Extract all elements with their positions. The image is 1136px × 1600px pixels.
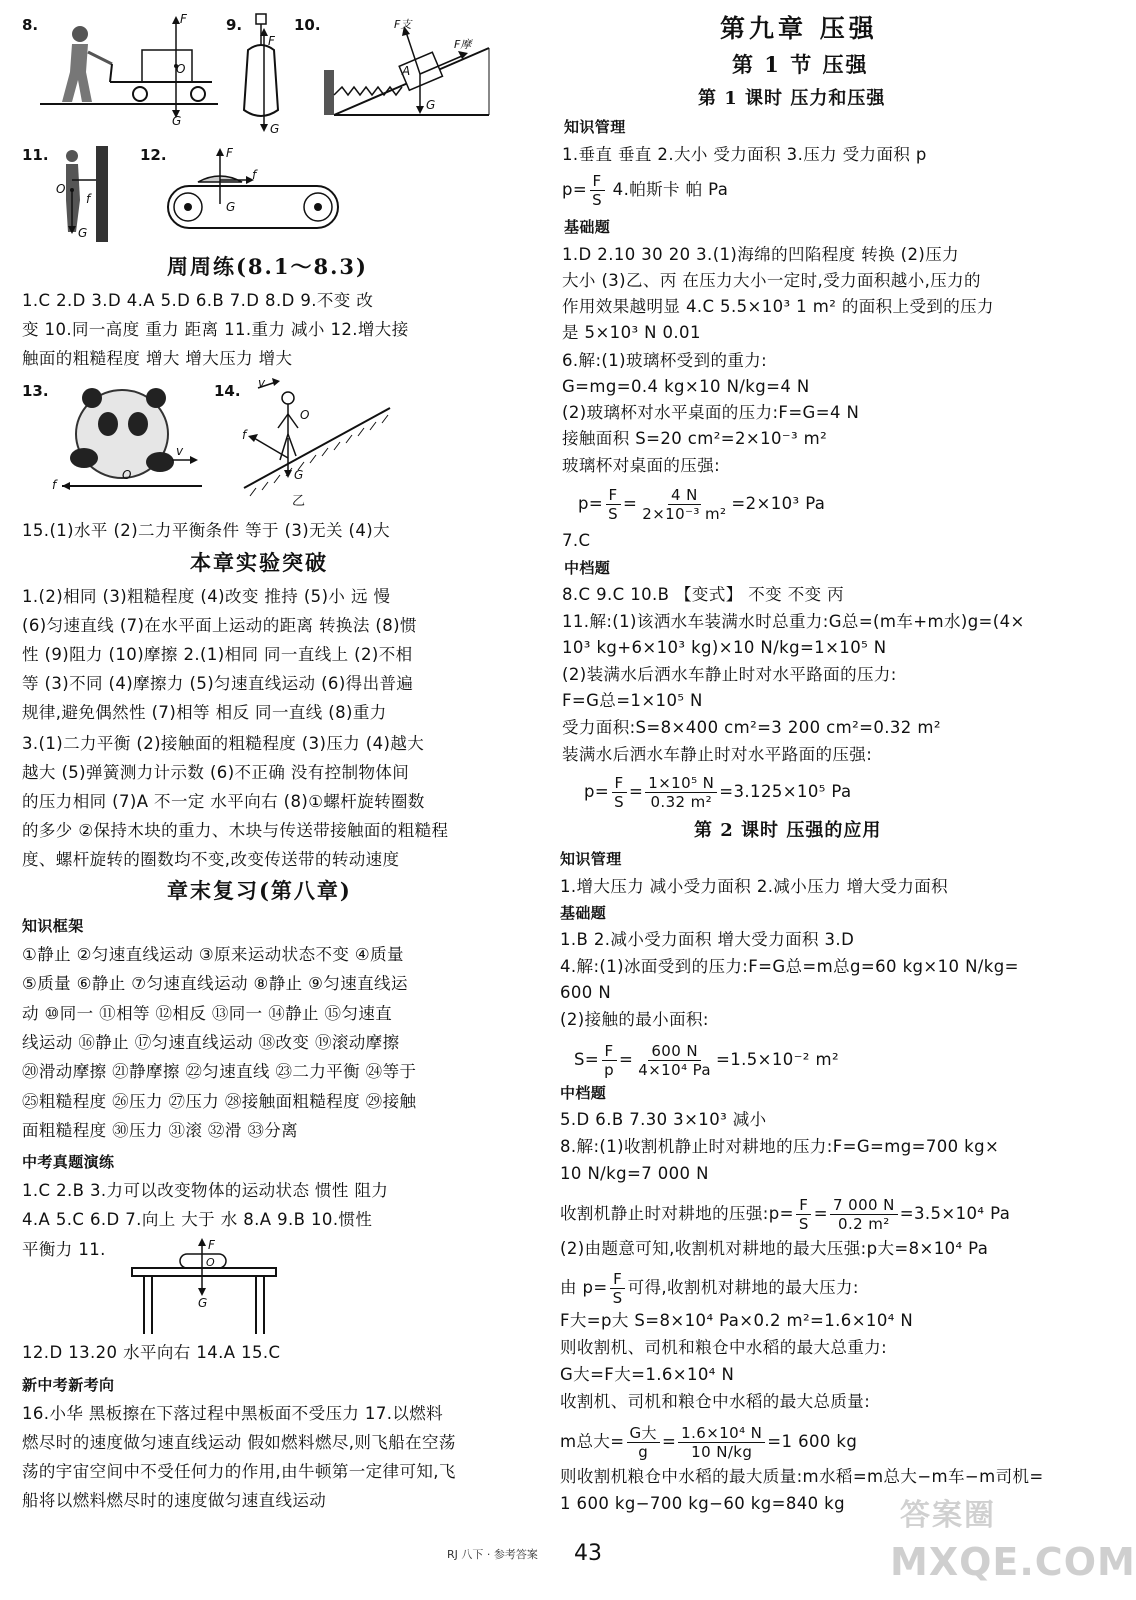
figure-number: 14. bbox=[214, 382, 241, 400]
figure-11b-table bbox=[130, 1240, 280, 1336]
formula-text: p= bbox=[562, 180, 588, 199]
formula-text: =1 600 kg bbox=[767, 1432, 858, 1451]
denominator: p bbox=[604, 1061, 615, 1079]
numerator: 1×10⁵ N bbox=[645, 774, 717, 793]
fraction bbox=[830, 1196, 898, 1233]
answer-line: (2)玻璃杯对水平桌面的压力:F=G=4 N bbox=[562, 403, 860, 422]
answer-line: 是 5×10³ N 0.01 bbox=[562, 323, 701, 342]
answer-line: 1.垂直 垂直 2.大小 受力面积 3.压力 受力面积 p bbox=[562, 145, 927, 164]
figure-number: 13. bbox=[22, 382, 49, 400]
answer-line: (6)匀速直线 (7)在水平面上运动的距离 转换法 (8)惯 bbox=[22, 616, 417, 635]
watermark-logo: 答案圈 bbox=[900, 1498, 996, 1533]
subsection-title: 中档题 bbox=[564, 559, 611, 577]
denominator: 4×10⁴ Pa bbox=[638, 1061, 712, 1079]
figure-13 bbox=[22, 378, 212, 496]
subsection-title: 新中考新考向 bbox=[22, 1376, 115, 1394]
answer-line: 触面的粗糙程度 增大 增大压力 增大 bbox=[22, 349, 293, 368]
numerator: F bbox=[590, 172, 605, 191]
answer-line: 600 N bbox=[560, 983, 612, 1002]
answer-line: 船将以燃料燃尽时的速度做匀速直线运动 bbox=[22, 1491, 327, 1510]
denominator: 2×10⁻³ m² bbox=[642, 505, 727, 523]
answer-line: G=mg=0.4 kg×10 N/kg=4 N bbox=[562, 377, 810, 396]
answer-line: 16.小华 黑板擦在下落过程中黑板面不受压力 17.以燃料 bbox=[22, 1404, 444, 1423]
denominator: g bbox=[638, 1443, 649, 1461]
gravity-label: G bbox=[198, 1296, 208, 1310]
formula-text: 4.帕斯卡 帕 Pa bbox=[607, 180, 729, 199]
force-label: F bbox=[268, 34, 275, 48]
subsection-title: 基础题 bbox=[560, 904, 607, 922]
formula-line: p= $\frac{F}{S}$ = $\frac{4 N}{\text{2×10⁻³ m²}}$ =2×10³ Pa bbox=[578, 486, 826, 523]
denominator: S bbox=[592, 191, 603, 209]
gravity-label: G bbox=[78, 226, 88, 240]
cart-push-diagram bbox=[22, 10, 222, 128]
answer-line: ①静止 ②匀速直线运动 ③原来运动状态不变 ④质量 bbox=[22, 945, 404, 964]
answer-line: 大小 (3)乙、丙 在压力大小一定时,受力面积越小,压力的 bbox=[562, 271, 981, 290]
denominator: 0.2 m² bbox=[838, 1215, 890, 1233]
figure-number: 9. bbox=[226, 16, 243, 34]
table-cylinder-diagram bbox=[130, 1240, 280, 1336]
answer-line: 越大 (5)弹簧测力计示数 (6)不正确 没有控制物体间 bbox=[22, 763, 410, 782]
point-label: O bbox=[56, 182, 66, 196]
subsection-title: 知识管理 bbox=[560, 850, 622, 868]
answer-line: 线运动 ⑯静止 ⑰匀速直线运动 ⑱改变 ⑲滚动摩擦 bbox=[22, 1033, 400, 1052]
fraction bbox=[605, 486, 621, 523]
fraction bbox=[627, 1424, 660, 1461]
answer-line: 1.C 2.D 3.D 4.A 5.D 6.B 7.D 8.D 9.不变 改 bbox=[22, 291, 374, 310]
answer-line: 4.A 5.C 6.D 7.向上 大于 水 8.A 9.B 10.惯性 bbox=[22, 1210, 373, 1229]
answer-line: 6.解:(1)玻璃杯受到的重力: bbox=[562, 351, 768, 370]
figure-11 bbox=[22, 140, 132, 245]
point-label: O bbox=[206, 1256, 215, 1269]
page-number: 43 bbox=[574, 1541, 602, 1566]
block-label: A bbox=[402, 64, 411, 78]
book-footer: RJ 八下 · 参考答案 bbox=[447, 1548, 538, 1561]
answer-line: F=G总=1×10⁵ N bbox=[562, 691, 703, 710]
subsection-title: 知识框架 bbox=[22, 917, 84, 935]
answer-line: (2)由题意可知,收割机对耕地的最大压强:p大=8×10⁴ Pa bbox=[560, 1239, 989, 1258]
figure-8 bbox=[22, 10, 222, 128]
formula-text: =2×10³ Pa bbox=[731, 494, 826, 513]
answer-line: 规律,避免偶然性 (7)相等 相反 同一直线 (8)重力 bbox=[22, 703, 387, 722]
answer-line: 接触面积 S=20 cm²=2×10⁻³ m² bbox=[562, 429, 828, 448]
formula-line: p= $\frac{F}{S}$ = $\frac{\text{1×10⁵ N}}{\text{0.32 m²}}$ =3.125×10⁵ Pa bbox=[584, 774, 852, 811]
friction-label: f bbox=[252, 168, 257, 182]
formula-line bbox=[560, 1270, 859, 1307]
answer-line: 1.D 2.10 30 20 3.(1)海绵的凹陷程度 转换 (2)压力 bbox=[562, 245, 960, 264]
answer-line: F大=p大 S=8×10⁴ Pa×0.2 m²=1.6×10⁴ N bbox=[560, 1311, 914, 1330]
figure-number: 11. bbox=[22, 146, 49, 164]
formula-line bbox=[562, 172, 728, 209]
figure-number: 8. bbox=[22, 16, 39, 34]
formula-text: 可得,收割机对耕地的最大压力: bbox=[627, 1278, 859, 1297]
formula-text: 收割机静止时对耕地的压强:p= bbox=[560, 1204, 794, 1223]
formula-text: =3.5×10⁴ Pa bbox=[899, 1204, 1011, 1223]
force-label: F bbox=[226, 146, 233, 160]
formula-line: S= $\frac{F}{p}$ = $\frac{600 N}{\text{4×10⁴ Pa}}$ =1.5×10⁻² m² bbox=[574, 1042, 839, 1079]
watermark-url: MXQE.COM bbox=[890, 1540, 1136, 1584]
subsection-title: 中档题 bbox=[560, 1084, 607, 1102]
answer-line: 玻璃杯对桌面的压强: bbox=[562, 456, 721, 475]
numerator: F bbox=[602, 1042, 617, 1061]
answer-line: 7.C bbox=[562, 531, 591, 550]
answer-line: 12.D 13.20 水平向右 14.A 15.C bbox=[22, 1343, 281, 1362]
gravity-label: G bbox=[294, 468, 304, 482]
figure-10 bbox=[294, 10, 494, 128]
subsection-title: 基础题 bbox=[564, 218, 611, 236]
answer-line: 受力面积:S=8×400 cm²=3 200 cm²=0.32 m² bbox=[562, 718, 941, 737]
subsection-title: 知识管理 bbox=[564, 118, 626, 136]
fraction bbox=[611, 774, 627, 811]
denominator: S bbox=[798, 1215, 809, 1233]
friction-label: f bbox=[242, 428, 247, 442]
fraction bbox=[678, 1424, 765, 1461]
answer-line: ⑳滑动摩擦 ㉑静摩擦 ㉒匀速直线 ㉓二力平衡 ㉔等于 bbox=[22, 1062, 417, 1081]
velocity-label: v bbox=[176, 444, 184, 458]
numerator: F bbox=[610, 1270, 625, 1289]
numerator: 600 N bbox=[648, 1042, 701, 1061]
panda-slide-diagram bbox=[22, 378, 212, 496]
sub-figure-label: 乙 bbox=[292, 494, 306, 509]
answer-line: 作用效果越明显 4.C 5.5×10³ 1 m² 的面积上受到的压力 bbox=[562, 297, 994, 316]
answer-line: G大=F大=1.6×10⁴ N bbox=[560, 1365, 735, 1384]
friction-label: f bbox=[86, 192, 91, 206]
formula-text: =1.5×10⁻² m² bbox=[716, 1050, 839, 1069]
point-label: O bbox=[300, 408, 310, 422]
answer-line: 的压力相同 (7)A 不一定 水平向右 (8)①螺杆旋转圈数 bbox=[22, 792, 425, 811]
answer-line: 变 10.同一高度 重力 距离 11.重力 减小 12.增大接 bbox=[22, 320, 409, 339]
formula-text: =3.125×10⁵ Pa bbox=[719, 782, 852, 801]
answer-line: 1.C 2.B 3.力可以改变物体的运动状态 惯性 阻力 bbox=[22, 1181, 389, 1200]
chapter-title: 第九章 压强 bbox=[720, 14, 878, 43]
answer-line: 15.(1)水平 (2)二力平衡条件 等于 (3)无关 (4)大 bbox=[22, 521, 391, 540]
numerator: G大 bbox=[627, 1424, 660, 1443]
answer-line: 荡的宇宙空间中不受任何力的作用,由牛顿第一定律可知,飞 bbox=[22, 1462, 456, 1481]
lesson-title: 第 2 课时 压强的应用 bbox=[694, 820, 882, 841]
formula-text: p= bbox=[584, 782, 610, 801]
formula-line: 收割机静止时对耕地的压强:p= $\frac{F}{S}$ = $\frac{7 000 N}{\text{0.2 m²}}$ =3.5×10⁴ Pa bbox=[560, 1196, 1011, 1233]
point-label: O bbox=[176, 62, 186, 76]
figure-9 bbox=[226, 10, 296, 140]
numerator: F bbox=[796, 1196, 811, 1215]
formula-text: S= bbox=[574, 1050, 600, 1069]
point-label: O bbox=[122, 468, 132, 482]
answer-line: 10³ kg+6×10³ kg)×10 N/kg=1×10⁵ N bbox=[562, 638, 887, 657]
section-title-zhangmo: 章末复习(第八章) bbox=[167, 878, 352, 903]
denominator: 10 N/kg bbox=[691, 1443, 753, 1461]
answer-line: 面粗糙程度 ㉚压力 ㉛滚 ㉜滑 ㉝分离 bbox=[22, 1121, 299, 1140]
answer-line: 8.解:(1)收割机静止时对耕地的压力:F=G=mg=700 kg× bbox=[560, 1137, 1000, 1156]
figure-14 bbox=[214, 378, 399, 516]
denominator: S bbox=[614, 793, 625, 811]
figure-number: 12. bbox=[140, 146, 167, 164]
answer-line: 11.解:(1)该洒水车装满水时总重力:G总=(m车+m水)g=(4× bbox=[562, 612, 1025, 631]
answer-line: 则收割机粮仓中水稻的最大质量:m水稻=m总大−m车−m司机= bbox=[560, 1467, 1044, 1486]
formula-text: m总大= bbox=[560, 1432, 625, 1451]
numerator: F bbox=[612, 774, 627, 793]
answer-line: 度、螺杆旋转的圈数均不变,改变传送带的转动速度 bbox=[22, 850, 400, 869]
subsection-title: 中考真题演练 bbox=[22, 1153, 115, 1171]
answer-line: 等 (3)不同 (4)摩擦力 (5)匀速直线运动 (6)得出普遍 bbox=[22, 674, 414, 693]
normal-force-label: F支 bbox=[394, 18, 412, 31]
force-label: F bbox=[208, 1238, 215, 1252]
fraction bbox=[645, 774, 717, 811]
answer-line: 装满水后洒水车静止时对水平路面的压强: bbox=[562, 745, 873, 764]
figure-number: 10. bbox=[294, 16, 321, 34]
answer-line: 1.增大压力 减小受力面积 2.减小压力 增大受力面积 bbox=[560, 877, 949, 896]
answer-line: ⑤质量 ⑥静止 ⑦匀速直线运动 ⑧静止 ⑨匀速直线运 bbox=[22, 974, 408, 993]
answer-line: ㉕粗糙程度 ㉖压力 ㉗压力 ㉘接触面粗糙程度 ㉙接触 bbox=[22, 1092, 417, 1111]
answer-line: 性 (9)阻力 (10)摩擦 2.(1)相同 同一直线上 (2)不相 bbox=[22, 645, 413, 664]
formula-line: m总大= $\frac{\text{G大}}{g}$ = $\frac{\text{1.6×10⁴ N}}{10 N/kg}$ =1 600 kg bbox=[560, 1424, 858, 1461]
conveyor-belt-diagram bbox=[140, 140, 350, 240]
answer-line: 1.(2)相同 (3)粗糙程度 (4)改变 推持 (5)小 远 慢 bbox=[22, 587, 391, 606]
denominator: S bbox=[608, 505, 619, 523]
answer-line: 1 600 kg−700 kg−60 kg=840 kg bbox=[560, 1494, 845, 1513]
numerator: 7 000 N bbox=[830, 1196, 898, 1215]
formula-text: 由 p= bbox=[560, 1278, 608, 1297]
gravity-label: G bbox=[270, 122, 280, 136]
answer-line: 5.D 6.B 7.30 3×10³ 减小 bbox=[560, 1110, 767, 1129]
gravity-label: G bbox=[172, 114, 182, 128]
section-title-shiyan: 本章实验突破 bbox=[190, 550, 328, 575]
section-title-zhouzhoulian: 周周练(8.1～8.3) bbox=[167, 254, 368, 279]
answer-line: 动 ⑩同一 ⑪相等 ⑫相反 ⑬同一 ⑭静止 ⑮匀速直 bbox=[22, 1004, 393, 1023]
force-label: F bbox=[180, 12, 187, 26]
velocity-label: v bbox=[258, 376, 266, 390]
denominator: S bbox=[612, 1289, 623, 1307]
answer-line: 3.(1)二力平衡 (2)接触面的粗糙程度 (3)压力 (4)越大 bbox=[22, 734, 425, 753]
fraction bbox=[610, 1270, 626, 1307]
answer-line: 8.C 9.C 10.B 【变式】 不变 不变 丙 bbox=[562, 585, 845, 604]
answer-line: 4.解:(1)冰面受到的压力:F=G总=m总g=60 kg×10 N/kg= bbox=[560, 957, 1019, 976]
answer-line: 则收割机、司机和粮仓中水稻的最大总重力: bbox=[560, 1338, 888, 1357]
numerator: F bbox=[606, 486, 621, 505]
gravity-label: G bbox=[226, 200, 236, 214]
numerator: 4 N bbox=[668, 486, 701, 505]
answer-line: (2)接触的最小面积: bbox=[560, 1010, 709, 1029]
friction-label: f bbox=[52, 478, 57, 492]
lesson-title: 第 1 课时 压力和压强 bbox=[698, 88, 886, 109]
answer-line: 10 N/kg=7 000 N bbox=[560, 1164, 709, 1183]
figure-12 bbox=[140, 140, 350, 240]
denominator: 0.32 m² bbox=[650, 793, 713, 811]
fraction bbox=[635, 1042, 714, 1079]
answer-line: 1.B 2.减小受力面积 增大受力面积 3.D bbox=[560, 930, 855, 949]
section-title: 第 1 节 压强 bbox=[732, 52, 869, 77]
fraction bbox=[639, 486, 729, 523]
numerator: 1.6×10⁴ N bbox=[678, 1424, 765, 1443]
formula-text: p= bbox=[578, 494, 604, 513]
fraction bbox=[796, 1196, 812, 1233]
fraction bbox=[601, 1042, 617, 1079]
friction-force-label: F摩 bbox=[454, 38, 472, 51]
answer-line: (2)装满水后洒水车静止时对水平路面的压力: bbox=[562, 665, 897, 684]
gravity-label: G bbox=[426, 98, 436, 112]
answer-line: 燃尽时的速度做匀速直线运动 假如燃料燃尽,则飞船在空荡 bbox=[22, 1433, 456, 1452]
answer-line: 平衡力 11. bbox=[22, 1240, 106, 1259]
answer-line: 收割机、司机和粮仓中水稻的最大总质量: bbox=[560, 1392, 871, 1411]
answer-line: 的多少 ②保持木块的重力、木块与传送带接触面的粗糙程 bbox=[22, 821, 449, 840]
fraction bbox=[589, 172, 605, 209]
